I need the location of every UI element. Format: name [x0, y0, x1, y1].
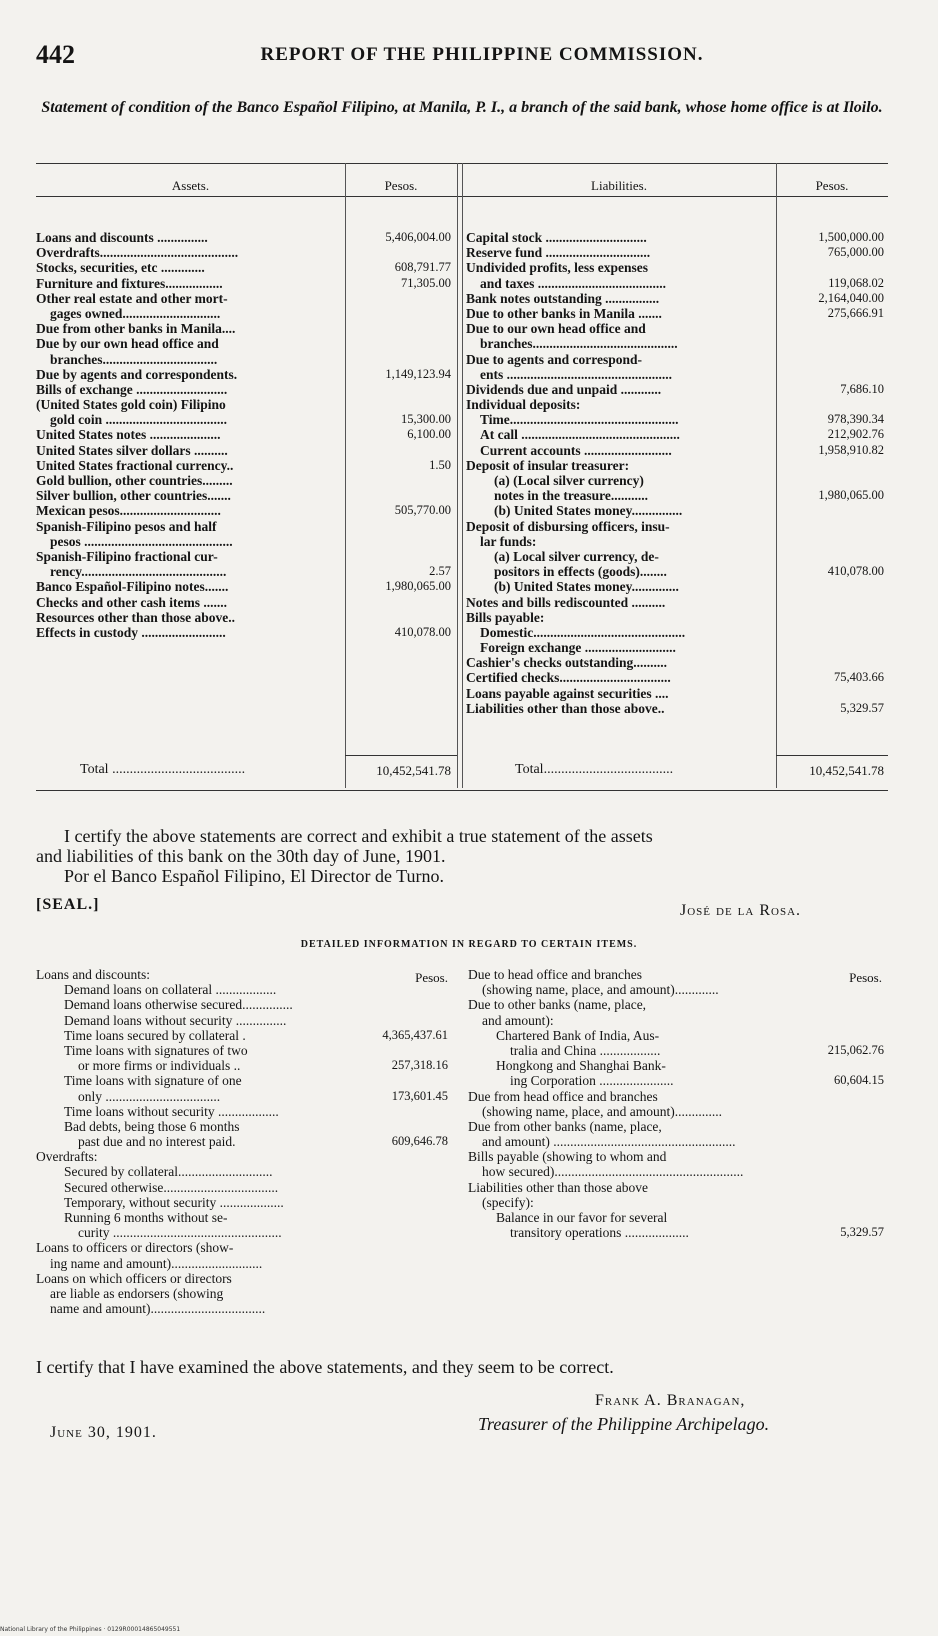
asset-value: 1,149,123.94: [385, 366, 451, 381]
assets-values: [345, 230, 451, 640]
asset-line: Spanish-Filipino fractional cur-: [36, 548, 218, 564]
detail-left-list: [36, 967, 366, 1316]
detail-left-line: curity ..................................................: [78, 1225, 282, 1241]
detail-left-line: Demand loans without security ...............: [64, 1012, 287, 1028]
liability-line: Foreign exchange ...........................: [480, 640, 676, 656]
liabilities-total-label: Total.....................................: [515, 762, 674, 777]
asset-line: Bills of exchange ...........................: [36, 381, 228, 397]
asset-value: 15,300.00: [401, 412, 451, 427]
detail-left-line: Time loans secured by collateral .: [64, 1027, 246, 1043]
detail-left-value: 4,365,437.61: [382, 1027, 448, 1042]
liability-line: notes in the treasure...........: [494, 488, 648, 504]
detail-left-line: name and amount)..................................: [50, 1301, 266, 1317]
detail-left-line: Running 6 months without se-: [64, 1210, 228, 1225]
detail-left-line: Temporary, without security ...................: [64, 1194, 284, 1210]
detail-left-line: Loans and discounts:: [36, 967, 150, 982]
asset-value: 505,770.00: [394, 503, 451, 518]
detail-right-pesos-header: Pesos.: [849, 970, 882, 985]
detail-right-list: [468, 967, 798, 1240]
detail-left-line: Time loans without security ..................: [64, 1103, 279, 1119]
liability-line: branches...........................................: [480, 336, 678, 352]
asset-line: gold coin ....................................: [50, 412, 228, 428]
asset-value: [345, 473, 451, 488]
table-bottom-rule: [36, 790, 888, 791]
detail-left-value: [366, 1301, 448, 1316]
liabilities-total-value: 10,452,541.78: [809, 763, 884, 778]
liability-line: (a) Local silver currency, de-: [494, 548, 659, 564]
liability-line: Current accounts ..........................: [480, 442, 672, 458]
liability-value: [776, 260, 884, 275]
asset-line: Other real estate and other mort-: [36, 290, 228, 306]
liability-line: ents .................................................: [480, 366, 672, 382]
detail-left-value: [366, 1013, 448, 1028]
detail-right-line: Due from head office and branches: [468, 1088, 658, 1104]
certification-line-1: I certify the above statements are correct and exhibit a true statement of the assets: [64, 826, 653, 846]
asset-value: [345, 443, 451, 458]
detail-left-pesos-header: Pesos.: [415, 970, 448, 985]
liability-line: Due to our own head office and: [466, 321, 646, 337]
detail-left-value: [366, 1240, 448, 1255]
asset-line: pesos ............................................: [50, 533, 233, 549]
liability-value: [776, 549, 884, 564]
detail-left-line: only ..................................: [78, 1088, 221, 1104]
director-signature: José de la Rosa.: [680, 902, 802, 919]
liability-line: Cashier's checks outstanding..........: [466, 655, 668, 671]
asset-line: Due by agents and correspondents.: [36, 366, 238, 382]
liability-line: Reserve fund ...............................: [466, 245, 651, 261]
page-number: 442: [36, 40, 75, 69]
liability-value: [776, 534, 884, 549]
liability-line: Deposit of disbursing officers, insu-: [466, 518, 670, 534]
liability-value: [776, 503, 884, 518]
detail-left-value: [366, 1210, 448, 1225]
certification-line-2: and liabilities of this bank on the 30th day of June, 1901.: [36, 846, 446, 866]
liability-value: [776, 458, 884, 473]
detail-left-value: 609,646.78: [391, 1134, 448, 1149]
liability-value: [776, 625, 884, 640]
liability-line: Bills payable:: [466, 609, 545, 625]
liability-value: 978,390.34: [827, 412, 884, 427]
liability-line: Due to agents and correspond-: [466, 351, 643, 367]
detail-right-value: [800, 1210, 884, 1225]
liability-line: (a) (Local silver currency): [494, 473, 644, 488]
certification-line-3: Por el Banco Español Filipino, El Director de Turno.: [64, 866, 444, 886]
liabilities-values: [776, 230, 884, 716]
detail-right-value: [800, 1134, 884, 1149]
detail-right-value: [800, 1089, 884, 1104]
asset-line: Mexican pesos..............................: [36, 503, 221, 519]
liabilities-list: [466, 230, 772, 716]
detail-right-line: (specify):: [482, 1194, 534, 1210]
liability-value: 1,958,910.82: [818, 442, 884, 457]
liability-value: 1,500,000.00: [818, 230, 884, 244]
liability-value: [776, 336, 884, 351]
detail-right-line: ing Corporation ......................: [510, 1073, 674, 1089]
detail-left-line: Bad debts, being those 6 months: [64, 1118, 240, 1134]
asset-value: [345, 245, 451, 260]
detail-right-line: Due to head office and branches: [468, 967, 643, 982]
detail-left-value: [366, 1073, 448, 1088]
detail-right-line: Liabilities other than those above: [468, 1179, 648, 1195]
detail-right-value: 60,604.15: [834, 1073, 884, 1088]
detail-left-values: [366, 967, 448, 1316]
liability-line: positors in effects (goods)........: [494, 564, 667, 580]
liability-value: 7,686.10: [840, 381, 884, 396]
detail-left-line: are liable as endorsers (showing: [50, 1285, 224, 1301]
liability-value: 410,078.00: [827, 564, 884, 579]
detail-left-value: [366, 1043, 448, 1058]
detail-heading: DETAILED INFORMATION IN REGARD TO CERTAIN ITEMS.: [300, 939, 638, 950]
asset-line: United States silver dollars ..........: [36, 442, 228, 458]
detail-left-line: Secured otherwise..................................: [64, 1179, 279, 1195]
liability-value: [776, 610, 884, 625]
asset-line: branches..................................: [50, 351, 218, 367]
liability-value: 765,000.00: [827, 245, 884, 260]
asset-line: Stocks, securities, etc .............: [36, 260, 205, 276]
detail-left-line: Loans to officers or directors (show-: [36, 1240, 234, 1256]
liability-line: (b) United States money..............: [494, 579, 679, 595]
treasurer-certification: I certify that I have examined the above statements, and they seem to be correct.: [36, 1357, 614, 1377]
detail-left-value: [366, 1271, 448, 1286]
detail-right-value: [800, 1028, 884, 1043]
scan-footer: National Library of the Philippines · 0129R00014865049551: [0, 1626, 181, 1633]
liability-value: 212,902.76: [827, 427, 884, 442]
liability-value: 275,666.91: [827, 305, 884, 320]
liability-line: Deposit of insular treasurer:: [466, 457, 630, 473]
asset-line: Checks and other cash items .......: [36, 594, 228, 610]
seal-label: [SEAL.]: [36, 896, 100, 913]
detail-right-value: [800, 997, 884, 1012]
detail-right-line: transitory operations ...................: [510, 1225, 689, 1241]
detail-right-value: [800, 1149, 884, 1164]
liability-line: (b) United States money...............: [494, 503, 683, 519]
liability-line: Loans payable against securities ....: [466, 685, 669, 701]
detail-right-values: [800, 967, 884, 1240]
asset-value: [345, 291, 451, 306]
asset-value: [345, 382, 451, 397]
detail-right-line: Chartered Bank of India, Aus-: [496, 1027, 660, 1043]
detail-left-line: Loans on which officers or directors: [36, 1270, 232, 1286]
liability-line: At call ...............................................: [480, 427, 680, 443]
detail-left-line: Overdrafts:: [36, 1149, 98, 1165]
assets-total-value: 10,452,541.78: [376, 763, 451, 778]
detail-left-value: 257,318.16: [391, 1058, 448, 1073]
asset-line: Silver bullion, other countries.......: [36, 488, 231, 504]
liability-line: and taxes ......................................: [480, 275, 667, 291]
assets-pesos-header: Pesos.: [384, 178, 418, 193]
liability-value: [776, 595, 884, 610]
liability-value: [776, 655, 884, 670]
asset-value: [345, 488, 451, 503]
detail-right-value: [800, 982, 884, 997]
liability-value: [776, 686, 884, 701]
detail-left-value: [366, 1195, 448, 1210]
asset-line: Spanish-Filipino pesos and half: [36, 518, 217, 534]
liability-line: Bank notes outstanding ................: [466, 290, 660, 306]
liability-value: [776, 367, 884, 382]
asset-line: Due from other banks in Manila....: [36, 321, 236, 337]
asset-value: [345, 397, 451, 412]
asset-line: Resources other than those above..: [36, 609, 235, 625]
liability-line: Capital stock ..............................: [466, 230, 647, 245]
detail-right-line: (showing name, place, and amount)..............: [482, 1103, 722, 1119]
asset-line: Overdrafts.........................................: [36, 245, 239, 261]
asset-value: 608,791.77: [394, 260, 451, 275]
liability-line: Certified checks.................................: [466, 670, 671, 686]
liability-value: 5,329.57: [840, 700, 884, 715]
total-rule-right: [776, 755, 888, 756]
detail-left-value: 173,601.45: [391, 1088, 448, 1103]
detail-left-value: [366, 982, 448, 997]
asset-line: Banco Español-Filipino notes.......: [36, 579, 229, 595]
detail-left-line: Demand loans otherwise secured...............: [64, 997, 293, 1013]
asset-line: United States fractional currency..: [36, 457, 234, 473]
running-title: REPORT OF THE PHILIPPINE COMMISSION.: [260, 44, 704, 65]
asset-value: 1,980,065.00: [385, 579, 451, 594]
liability-value: [776, 579, 884, 594]
detail-left-line: or more firms or individuals ..: [78, 1058, 241, 1074]
liability-value: [776, 352, 884, 367]
assets-header: Assets.: [171, 178, 210, 193]
liability-value: [776, 397, 884, 412]
page-header: [36, 40, 888, 70]
detail-left-value: [366, 1119, 448, 1134]
asset-value: [345, 336, 451, 351]
detail-left-value: [366, 967, 448, 982]
asset-value: [345, 595, 451, 610]
col-divider: [462, 163, 463, 788]
liability-value: 2,164,040.00: [818, 290, 884, 305]
detail-left-line: Demand loans on collateral ..................: [64, 982, 277, 998]
asset-line: Loans and discounts ...............: [36, 230, 208, 245]
asset-line: United States notes .....................: [36, 427, 221, 443]
detail-right-value: 5,329.57: [840, 1225, 884, 1240]
detail-left-line: ing name and amount)...........................: [50, 1255, 263, 1271]
detail-left-line: Secured by collateral............................: [64, 1164, 273, 1180]
assets-total-label: Total ......................................: [80, 762, 246, 777]
asset-value: [345, 306, 451, 321]
detail-left-value: [366, 1286, 448, 1301]
liability-line: Due to other banks in Manila .......: [466, 305, 662, 321]
asset-line: (United States gold coin) Filipino: [36, 397, 226, 413]
certification-date: June 30, 1901.: [50, 1424, 157, 1441]
col-divider: [457, 163, 458, 788]
asset-line: Furniture and fixtures.................: [36, 275, 223, 291]
detail-right-value: [800, 1195, 884, 1210]
asset-value: [345, 549, 451, 564]
asset-line: rency...........................................: [50, 564, 227, 580]
asset-value: [345, 534, 451, 549]
asset-value: [345, 321, 451, 336]
liability-value: 75,403.66: [834, 670, 884, 685]
liability-line: Undivided profits, less expenses: [466, 260, 649, 276]
asset-value: 71,305.00: [401, 275, 451, 290]
liability-value: [776, 519, 884, 534]
detail-right-value: [800, 1104, 884, 1119]
liability-line: Time..................................................: [480, 412, 679, 428]
detail-right-value: [800, 1119, 884, 1134]
asset-line: gages owned.............................: [50, 305, 221, 321]
detail-left-value: [366, 997, 448, 1012]
detail-right-value: [800, 1013, 884, 1028]
asset-value: [345, 519, 451, 534]
detail-right-line: (showing name, place, and amount).............: [482, 982, 719, 998]
liability-line: Individual deposits:: [466, 397, 581, 413]
asset-line: Gold bullion, other countries.........: [36, 473, 233, 488]
detail-right-line: tralia and China ..................: [510, 1042, 661, 1058]
treasurer-title: Treasurer of the Philippine Archipelago.: [478, 1414, 770, 1434]
detail-right-line: Due to other banks (name, place,: [468, 997, 647, 1013]
liability-line: Domestic.............................................: [480, 624, 686, 640]
asset-value: 1.50: [429, 457, 451, 472]
asset-value: 410,078.00: [394, 624, 451, 639]
liabilities-pesos-header: Pesos.: [815, 178, 849, 193]
detail-left-value: [366, 1225, 448, 1240]
asset-value: 5,406,004.00: [385, 230, 451, 244]
asset-line: Due by our own head office and: [36, 336, 219, 352]
detail-right-line: Due from other banks (name, place,: [468, 1118, 662, 1134]
detail-right-line: Hongkong and Shanghai Bank-: [496, 1058, 666, 1074]
asset-value: [345, 610, 451, 625]
liability-value: [776, 473, 884, 488]
liability-value: [776, 321, 884, 336]
liability-value: 119,068.02: [828, 275, 884, 290]
treasurer-name: Frank A. Branagan,: [595, 1392, 746, 1409]
detail-right-value: [800, 1180, 884, 1195]
detail-left-line: Time loans with signature of one: [64, 1073, 242, 1089]
detail-left-value: [366, 1180, 448, 1195]
statement-caption: Statement of condition of the Banco Español Filipino, at Manila, P. I., a branch of the said bank, whose home office is at Iloilo.: [41, 99, 883, 116]
detail-right-line: how secured)........................................................: [482, 1164, 744, 1180]
assets-list: [36, 230, 341, 640]
detail-right-line: Balance in our favor for several: [496, 1210, 668, 1225]
liability-line: Liabilities other than those above..: [466, 700, 665, 716]
asset-value: 6,100.00: [407, 427, 451, 442]
liabilities-header: Liabilities.: [591, 178, 647, 193]
asset-value: [345, 352, 451, 367]
detail-left-value: [366, 1149, 448, 1164]
detail-left-value: [366, 1256, 448, 1271]
liability-line: Dividends due and unpaid ............: [466, 381, 662, 397]
detail-left-line: Time loans with signatures of two: [64, 1042, 248, 1058]
liability-value: [776, 640, 884, 655]
detail-right-value: [800, 1058, 884, 1073]
liability-line: Notes and bills rediscounted ..........: [466, 594, 666, 610]
detail-right-value: [800, 967, 884, 982]
detail-right-line: and amount) ......................................................: [482, 1134, 736, 1150]
detail-right-line: Bills payable (showing to whom and: [468, 1149, 667, 1165]
detail-left-value: [366, 1104, 448, 1119]
liability-value: 1,980,065.00: [818, 488, 884, 503]
liability-line: lar funds:: [480, 533, 537, 549]
detail-left-value: [366, 1164, 448, 1179]
detail-left-line: past due and no interest paid.: [78, 1134, 236, 1150]
asset-line: Effects in custody .........................: [36, 624, 226, 640]
detail-right-line: and amount):: [482, 1012, 554, 1028]
total-rule-left: [345, 755, 457, 756]
asset-value: 2.57: [429, 564, 451, 579]
detail-right-value: 215,062.76: [827, 1042, 884, 1057]
detail-right-value: [800, 1164, 884, 1179]
